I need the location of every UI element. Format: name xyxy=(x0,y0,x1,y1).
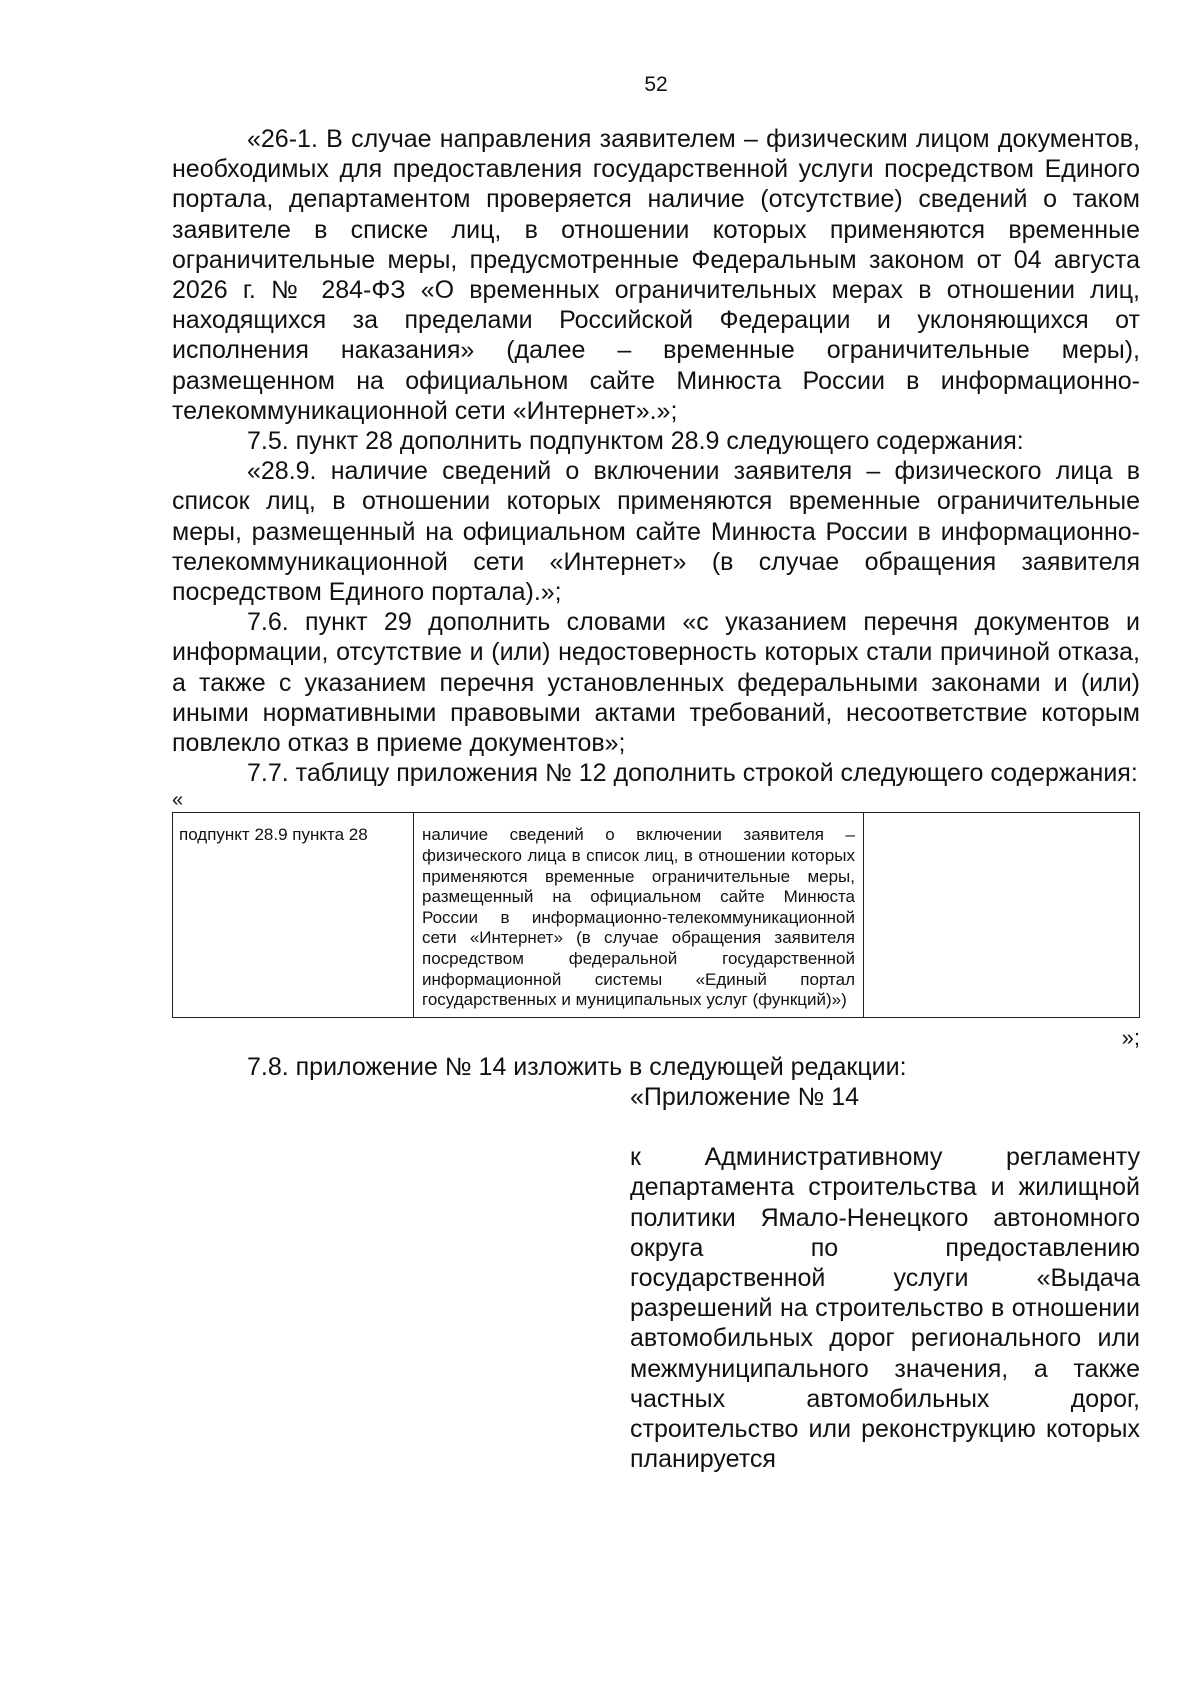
paragraph-7-5: 7.5. пункт 28 дополнить подпунктом 28.9 следующего содержания: xyxy=(247,427,1024,456)
table-close-quote: »; xyxy=(1121,1024,1140,1050)
paragraph-7-8: 7.8. приложение № 14 изложить в следующей редакции: xyxy=(247,1052,907,1081)
page-number: 52 xyxy=(644,73,668,96)
paragraph-7-7: 7.7. таблицу приложения № 12 дополнить строкой следующего содержания: xyxy=(247,759,1138,788)
table-cell-description: наличие сведений о включении заявителя – физического лица в список лиц, в отношении которых применяются временные ограничительные меры, размещенный на официальном сайте Минюста России в информационно-телекоммуникационной сети «Интернет» (в случае обращения заявителя посредством федеральной государственной информационной системы «Единый портал государственных и муниципальных услуг (функций)») xyxy=(414,813,864,1017)
appendix-caption: к Административному регламенту департамента строительства и жилищной политики Ямало-Ненецкого автономного округа по предоставлению государственной услуги «Выдача разрешений на строительство в отношении автомобильных дорог регионального или межмуниципального значения, а также частных автомобильных дорог, строительство или реконструкцию которых планируется xyxy=(630,1143,1140,1474)
paragraph-7-6: 7.6. пункт 29 дополнить словами «с указанием перечня документов и информации, отсутствие и (или) недостоверность которых стали причиной отказа, а также с указанием перечня установленных федеральными законами и (или) иными нормативными правовыми актами требований, несоответствие которым повлекло отказ в приеме документов»; xyxy=(172,608,1140,758)
amendment-table xyxy=(172,812,1140,1017)
document-body xyxy=(172,124,1140,1474)
table-row xyxy=(173,813,1140,1017)
paragraph-26-1: «26-1. В случае направления заявителем – физическим лицом документов, необходимых для предоставления государственной услуги посредством Единого портала, департаментом проверяется наличие (отсутствие) сведений о таком заявителе в списке лиц, в отношении которых применяются временные ограничительные меры, предусмотренные Федеральным законом от 04 августа 2026 г. № 284-ФЗ «О временных ограничительных мерах в отношении лиц, находящихся за пределами Российской Федерации и уклоняющихся от исполнения наказания» (далее – временные ограничительные меры), размещенном на официальном сайте Минюста России в информационно-телекоммуникационной сети «Интернет».»; xyxy=(172,125,1140,425)
appendix-title: «Приложение № 14 xyxy=(630,1083,860,1112)
document-page xyxy=(172,0,1140,1696)
paragraph-28-9: «28.9. наличие сведений о включении заявителя – физического лица в список лиц, в отношении которых применяются временные ограничительные меры, размещенный на официальном сайте Минюста России в информационно-телекоммуникационной сети «Интернет» (в случае обращения заявителя посредством Единого портала).»; xyxy=(172,457,1140,607)
table-cell-empty xyxy=(864,813,1140,1017)
table-open-quote: « xyxy=(172,789,184,812)
table-cell-subclause: подпункт 28.9 пункта 28 xyxy=(173,813,414,1017)
